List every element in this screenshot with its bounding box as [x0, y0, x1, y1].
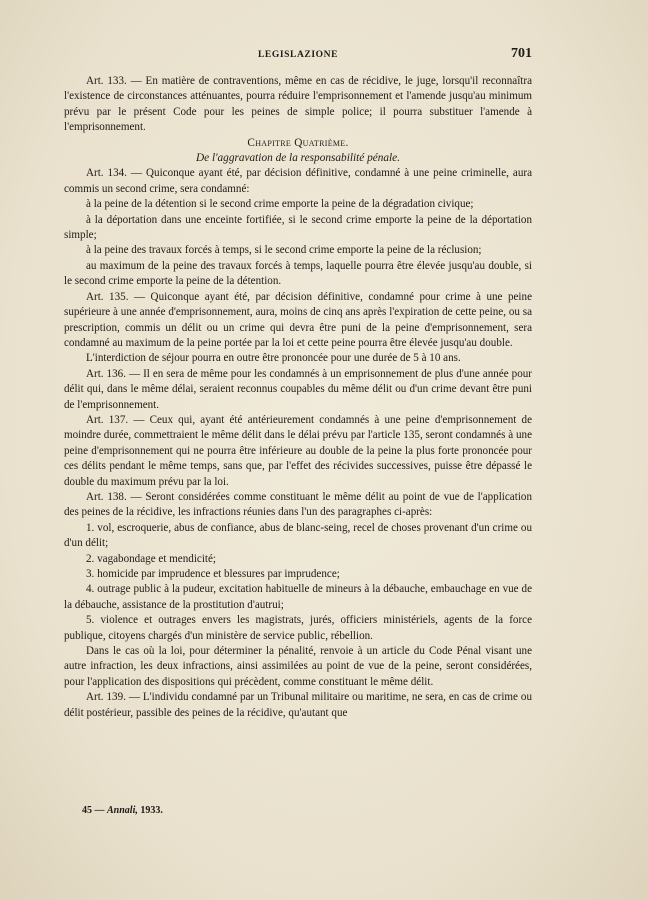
footer-dash: —	[94, 805, 105, 816]
chapter-title: Chapitre Quatrième.	[247, 136, 349, 149]
article-134: Art. 134. — Quiconque ayant été, par décision définitive, condamné à une peine criminelle, aura commis un second crime, sera condamné:	[64, 167, 532, 195]
document-page	[64, 44, 532, 721]
article-138: Art. 138. — Seront considérées comme constituant le même délit au point de vue de l'application des peines de la récidive, les infractions réunies dans l'un des paragraphes ci-après:	[64, 490, 532, 519]
list-item: à la déportation dans une enceinte fortifiée, si le second crime emporte la peine de la déportation simple;	[64, 213, 532, 242]
list-item: à la peine des travaux forcés à temps, si le second crime emporte la peine de la réclusion;	[86, 244, 482, 257]
chapter-subtitle: De l'aggravation de la responsabilité pénale.	[195, 152, 401, 165]
article-136: Art. 136. — Il en sera de même pour les condamnés à un emprisonnement de plus d'une année pour délit qui, dans le même délai, seraient reconnus coupables du même délit ou d'un crime devant être puni de l'emprisonnement.	[64, 367, 532, 411]
list-item: 5. violence et outrages envers les magistrats, jurés, officiers ministériels, agents de la force publique, citoyens chargés d'un ministère de service public, rébellion.	[64, 614, 532, 642]
page-header	[64, 44, 532, 66]
signature-mark: 45	[82, 805, 92, 816]
running-head: LEGISLAZIONE	[257, 50, 339, 60]
article-135: Art. 135. — Quiconque ayant été, par décision définitive, condamné pour crime à une peine supérieure à une année d'emprisonnement, aura, moins de cinq ans après l'expiration de cette peine, ou sa prescription, commis un délit ou un crime qui devra être puni de la peine d'emprisonnement, sera condamné au maximum de la peine portée par la loi et cette peine pourra être élevée jusqu'au double.	[64, 290, 532, 349]
list-item: à la peine de la détention si le second crime emporte la peine de la dégradation civique;	[86, 198, 474, 211]
list-item: au maximum de la peine des travaux forcés à temps, laquelle pourra être élevée jusqu'au double, si le second crime emporte la peine de la détention.	[64, 259, 532, 288]
article-134-list	[64, 197, 532, 289]
article-137: Art. 137. — Ceux qui, ayant été antérieurement condamnés à une peine d'emprisonnement de moindre durée, commettraient le même délit dans le délai prévu par l'article 135, seront condamnés à une peine d'emprisonnement qui ne pourra être inférieure au double de la peine la plus forte prononcée pour ces délits pendant le même temps, sans que, par l'effet des récivides successives, puisse être dépassé le double du maximum prévu par la loi.	[64, 413, 532, 488]
page-footer	[82, 805, 163, 816]
list-item: 3. homicide par imprudence et blessures par imprudence;	[86, 568, 340, 580]
list-item: 2. vagabondage et mendicité;	[86, 552, 216, 565]
list-item: 4. outrage public à la pudeur, excitation habituelle de mineurs à la débauche, embauchage en vue de la débauche, assistance de la prostitution d'autrui;	[64, 583, 532, 611]
page-number: 701	[511, 46, 532, 61]
article-139: Art. 139. — L'individu condamné par un Tribunal militaire ou maritime, ne sera, en cas de crime ou délit postérieur, passible des peines de la récidive, qu'autant que	[64, 691, 532, 719]
article-138-list	[64, 521, 532, 644]
list-item: 1. vol, escroquerie, abus de confiance, abus de blanc-seing, recel de choses provenant d'un crime ou d'un délit;	[64, 521, 532, 550]
article-135-addendum: L'interdiction de séjour pourra en outre être prononcée pour une durée de 5 à 10 ans.	[86, 352, 461, 365]
body-text	[64, 74, 532, 721]
journal-year: 1933.	[140, 805, 163, 816]
article-133: Art. 133. — En matière de contraventions, même en cas de récidive, le juge, lorsqu'il reconnaîtra l'existence de circonstances atténuantes, pourra réduire l'emprisonnement et l'amende jusqu'au minimum prévu par le présent Code pour les peines de simple police; il pourra substituer l'amende à l'emprisonnement.	[64, 75, 532, 134]
journal-name: Annali,	[107, 805, 138, 816]
article-138-closing: Dans le cas où la loi, pour déterminer la pénalité, renvoie à un article du Code Pénal visant une autre infraction, les deux infractions, ainsi assimilées au point de vue de la peine, seront considérées, pour l'application des dispositions qui précèdent, comme constituant le même délit.	[64, 645, 532, 688]
